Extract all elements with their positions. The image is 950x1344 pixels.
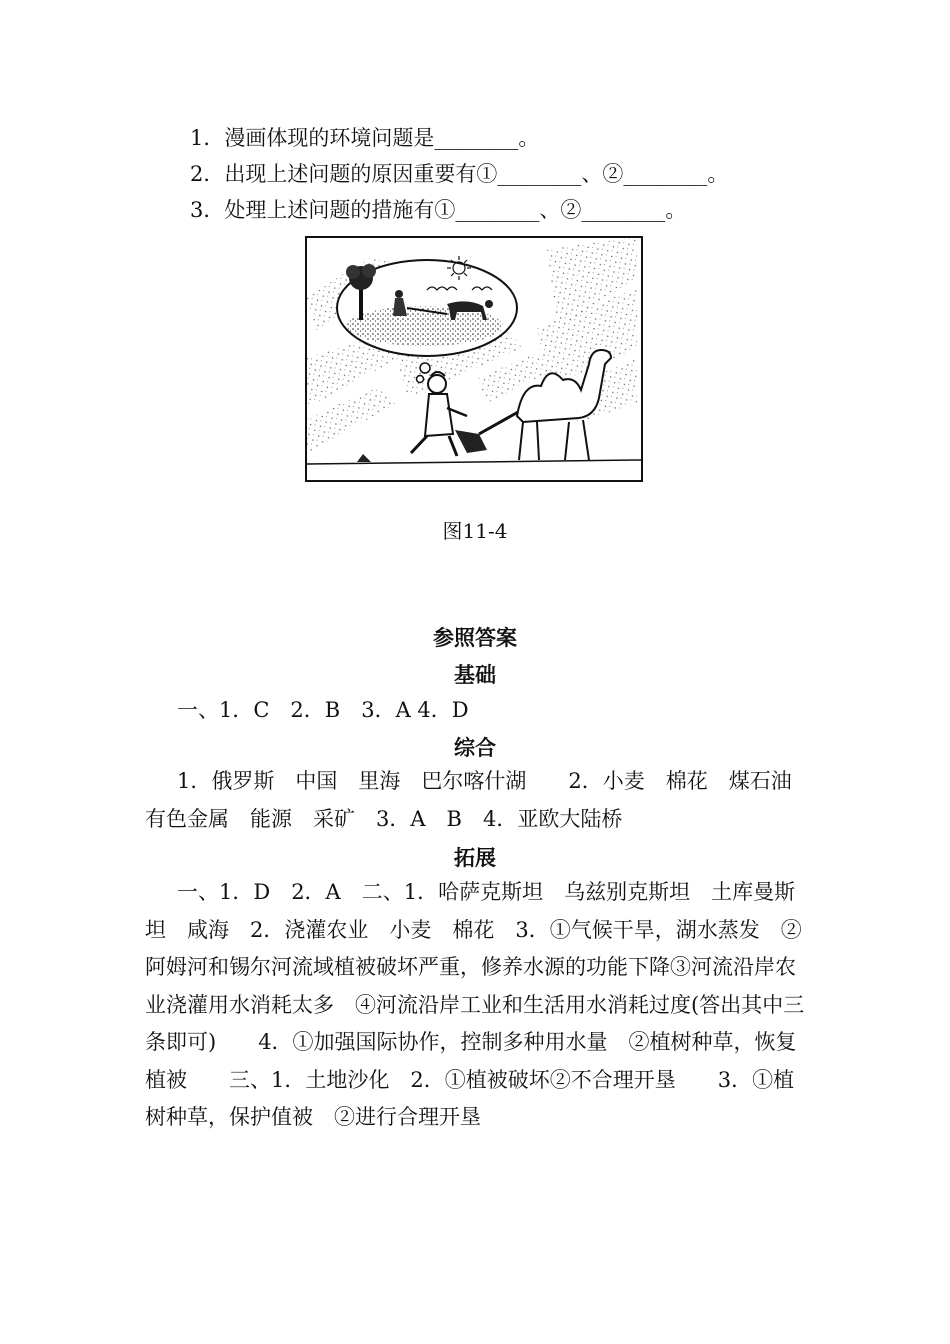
section-text-extension: 一、1．D 2．A 二、1．哈萨克斯坦 乌兹别克斯坦 土库曼斯坦 咸海 2．浇灌农业 小麦 棉花 3．①气候干旱，湖水蒸发 ②阿姆河和锡尔河流域植被破坏严重，修养水源的功能下降③河流沿岸农业浇灌用水消耗太多 ④河流沿岸工业和生活用水消耗过度(答出其中三条即可) 4．①加强国际协作，控制多种用水量 ②植树种草，恢复植被 三、1．土地沙化 2．①植被破坏②不合理开垦 3．①植树种草，保护值被 ②进行合理开垦 bbox=[145, 880, 805, 1129]
question-2: 2．出现上述问题的原因重要有①________、②________。 bbox=[190, 162, 729, 186]
question-1: 1．漫画体现的环境问题是________。 bbox=[190, 126, 540, 150]
cartoon-figure bbox=[305, 236, 643, 482]
section-text-basic: 一、1．C 2．B 3．A 4．D bbox=[177, 698, 469, 722]
section-heading-basic: 基础 bbox=[454, 663, 496, 687]
section-heading-comprehensive: 综合 bbox=[454, 736, 496, 760]
section-heading-extension: 拓展 bbox=[454, 846, 496, 870]
question-3: 3．处理上述问题的措施有①________、②________。 bbox=[190, 198, 687, 222]
section-text-comprehensive: 1．俄罗斯 中国 里海 巴尔喀什湖 2．小麦 棉花 煤石油 有色金属 能源 采矿 3．A B 4．亚欧大陆桥 bbox=[145, 769, 813, 831]
figure-caption: 图11-4 bbox=[442, 519, 508, 543]
stump bbox=[357, 454, 371, 462]
desertification-cartoon bbox=[307, 238, 641, 480]
answers-title: 参照答案 bbox=[433, 626, 517, 650]
